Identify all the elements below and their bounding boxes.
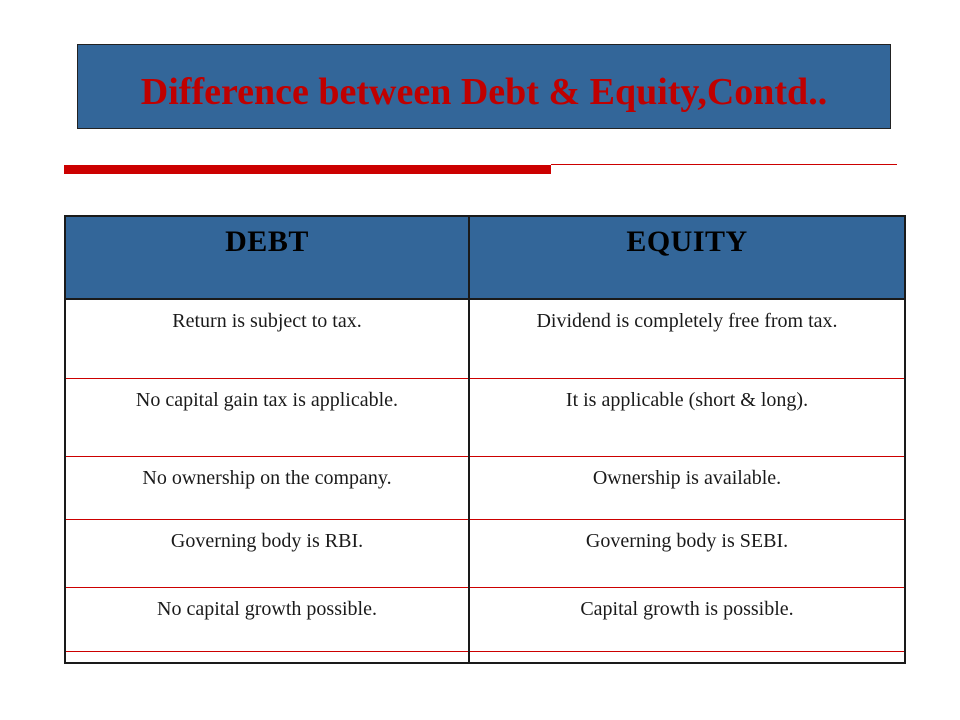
equity-cell: Dividend is completely free from tax. bbox=[469, 299, 905, 378]
equity-cell bbox=[469, 652, 905, 663]
title-box bbox=[77, 44, 891, 129]
debt-cell: Governing body is RBI. bbox=[65, 519, 469, 587]
equity-cell: Governing body is SEBI. bbox=[469, 519, 905, 587]
slide-title: Difference between Debt & Equity,Contd.. bbox=[140, 70, 828, 113]
table-row bbox=[65, 519, 905, 587]
accent-line-thin bbox=[551, 164, 897, 165]
debt-cell bbox=[65, 652, 469, 663]
equity-cell: It is applicable (short & long). bbox=[469, 378, 905, 457]
debt-cell: No capital gain tax is applicable. bbox=[65, 378, 469, 457]
equity-cell: Ownership is available. bbox=[469, 457, 905, 519]
header-debt: DEBT bbox=[65, 216, 469, 299]
debt-cell: No ownership on the company. bbox=[65, 457, 469, 519]
table-row bbox=[65, 299, 905, 378]
table-header-row bbox=[65, 216, 905, 299]
debt-cell: No capital growth possible. bbox=[65, 587, 469, 652]
table-row bbox=[65, 457, 905, 519]
table-row-empty bbox=[65, 652, 905, 663]
equity-cell: Capital growth is possible. bbox=[469, 587, 905, 652]
header-equity: EQUITY bbox=[469, 216, 905, 299]
debt-cell: Return is subject to tax. bbox=[65, 299, 469, 378]
table-row bbox=[65, 587, 905, 652]
table-row bbox=[65, 378, 905, 457]
accent-line-thick bbox=[64, 165, 551, 174]
comparison-table bbox=[64, 215, 906, 664]
